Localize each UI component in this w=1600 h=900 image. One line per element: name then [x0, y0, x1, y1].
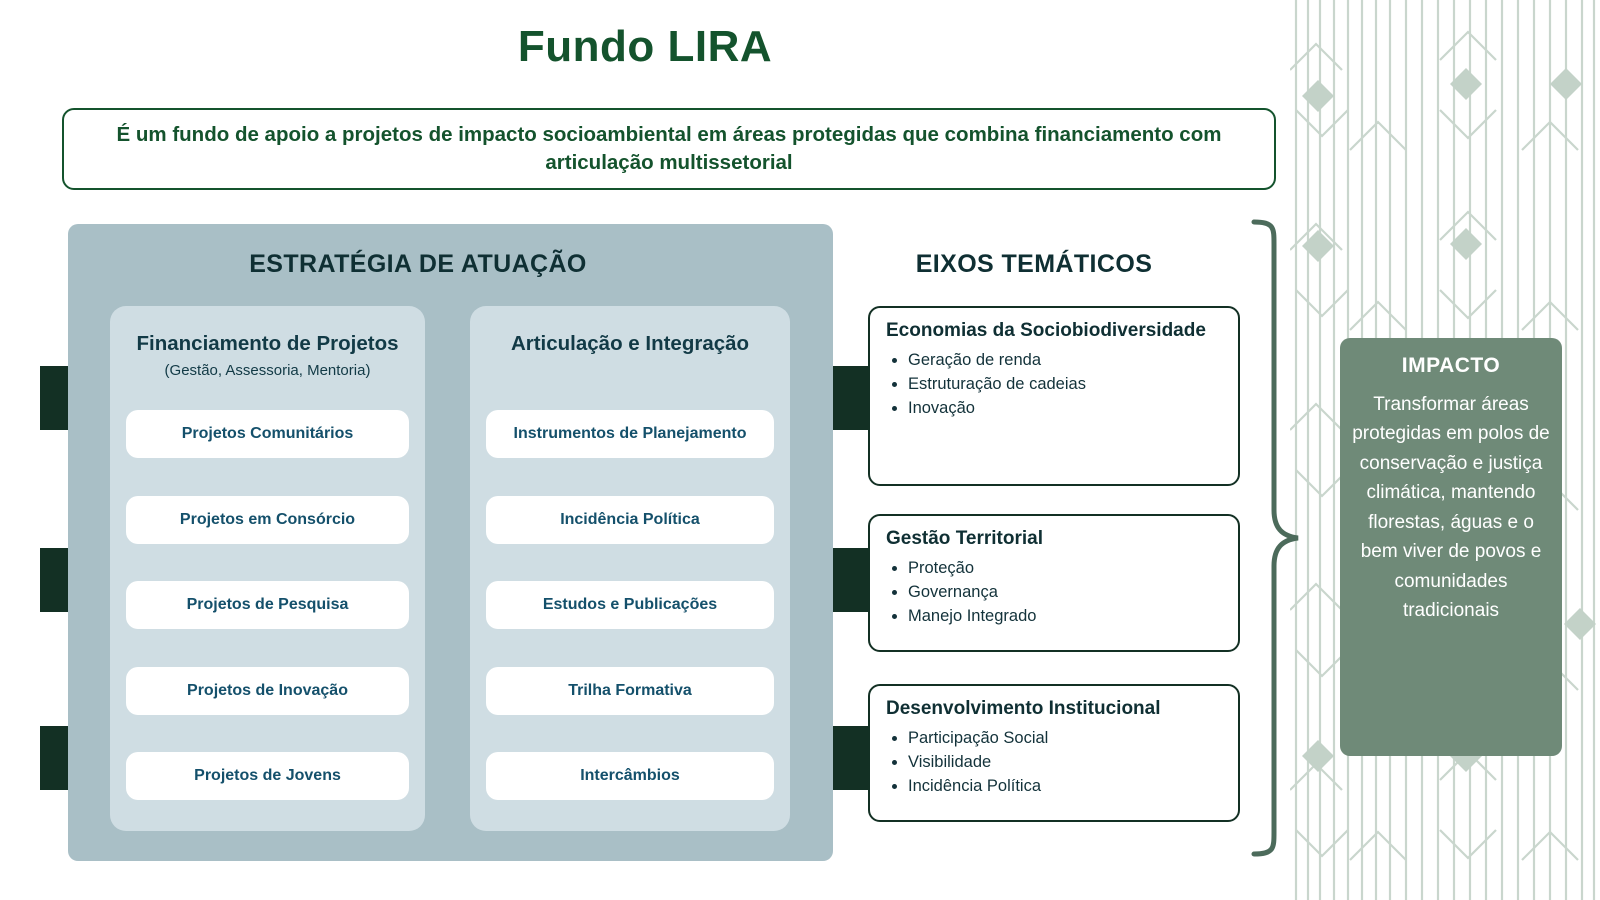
list-item[interactable]: Intercâmbios — [486, 752, 774, 800]
list-item: • Visibilidade — [908, 751, 1224, 775]
eixo-card-gestao-territorial — [868, 514, 1240, 652]
eixo-title: Gestão Territorial — [886, 528, 1043, 549]
eixo-list — [886, 349, 1224, 421]
list-item: • Proteção — [908, 557, 1224, 581]
strategy-column-articulacao — [470, 306, 790, 831]
eixo-card-economias — [868, 306, 1240, 486]
list-item: • Geração de renda — [908, 349, 1224, 373]
eixo-list — [886, 557, 1224, 629]
list-item: • Manejo Integrado — [908, 605, 1224, 629]
list-item[interactable]: Incidência Política — [486, 496, 774, 544]
strategy-heading: ESTRATÉGIA DE ATUAÇÃO — [249, 250, 587, 278]
list-item: • Governança — [908, 581, 1224, 605]
brace-svg — [1248, 218, 1304, 858]
brace-icon — [1248, 218, 1304, 858]
list-item: • Incidência Política — [908, 775, 1224, 799]
impact-title: IMPACTO — [1401, 354, 1501, 377]
subtitle-text: É um fundo de apoio a projetos de impacto socioambiental em áreas protegidas que combina financiamento com articulação multissetorial — [116, 123, 1222, 174]
eixos-heading: EIXOS TEMÁTICOS — [915, 250, 1153, 278]
eixo-list — [886, 727, 1224, 799]
list-item[interactable]: Projetos de Inovação — [126, 667, 409, 715]
list-item[interactable]: Estudos e Publicações — [486, 581, 774, 629]
eixo-title: Economias da Sociobiodiversidade — [886, 320, 1206, 341]
impact-box — [1340, 338, 1562, 756]
list-item[interactable]: Projetos de Jovens — [126, 752, 409, 800]
list-item[interactable]: Projetos Comunitários — [126, 410, 409, 458]
subtitle-box — [62, 108, 1276, 190]
list-item[interactable]: Projetos de Pesquisa — [126, 581, 409, 629]
column-subtitle-financiamento: (Gestão, Assessoria, Mentoria) — [164, 362, 371, 379]
page-title: Fundo LIRA — [517, 22, 773, 71]
strategy-column-financiamento — [110, 306, 425, 831]
eixo-title: Desenvolvimento Institucional — [886, 698, 1161, 719]
eixo-card-desenvolvimento-institucional — [868, 684, 1240, 822]
list-item: • Participação Social — [908, 727, 1224, 751]
column-title-financiamento: Financiamento de Projetos — [136, 332, 399, 355]
list-item[interactable]: Trilha Formativa — [486, 667, 774, 715]
impact-text: Transformar áreas protegidas em polos de conservação e justiça climática, mantendo florestas, águas e o bem viver de povos e comunidades tradicionais — [1352, 394, 1550, 622]
list-item[interactable]: Projetos em Consórcio — [126, 496, 409, 544]
column-title-articulacao: Articulação e Integração — [510, 332, 750, 355]
list-item[interactable]: Instrumentos de Planejamento — [486, 410, 774, 458]
list-item: • Inovação — [908, 397, 1224, 421]
list-item: • Estruturação de cadeias — [908, 373, 1224, 397]
